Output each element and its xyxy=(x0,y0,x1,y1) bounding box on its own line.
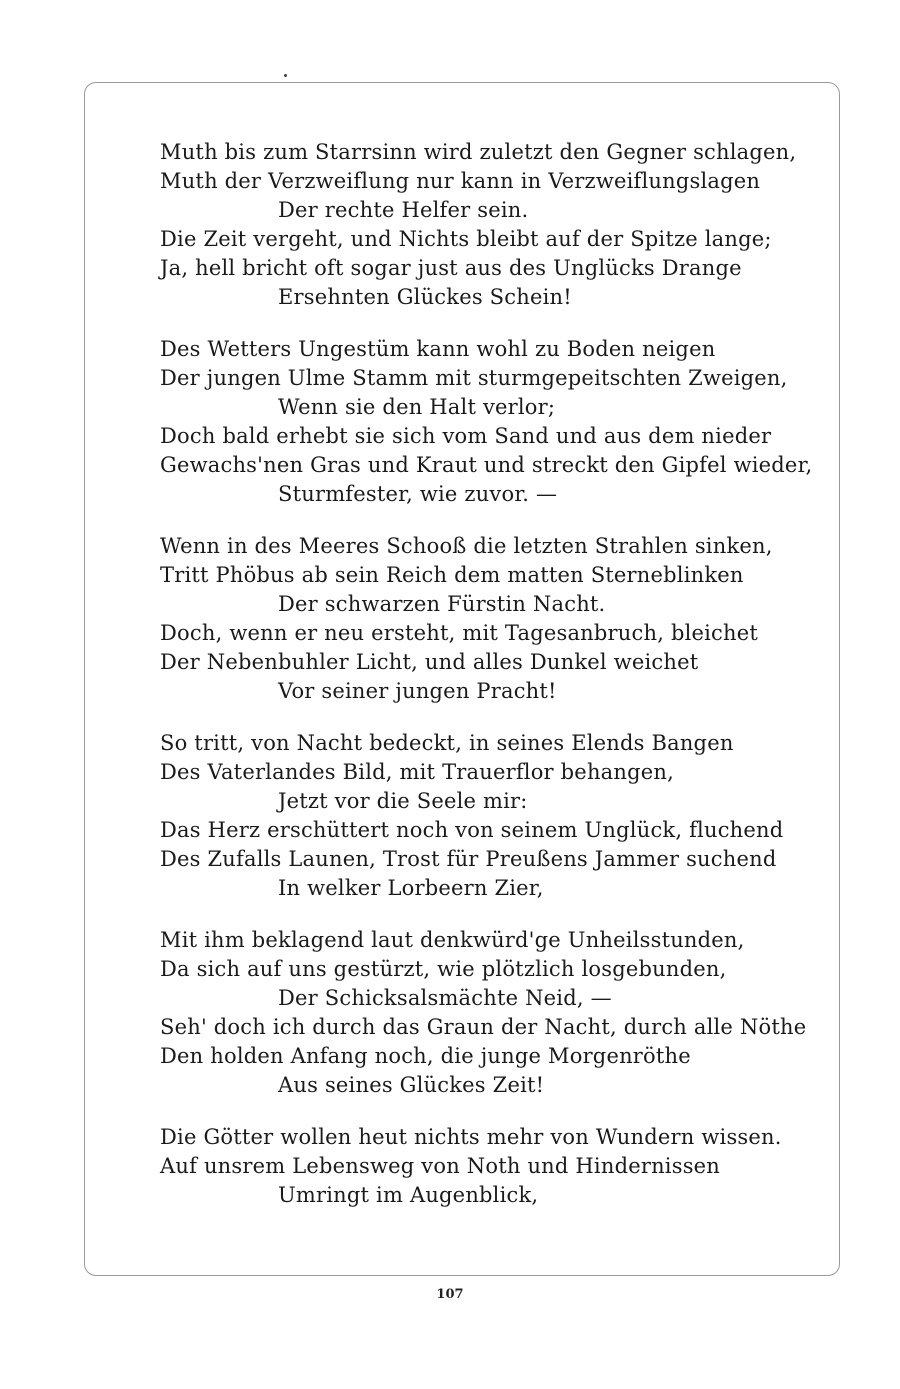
print-speck xyxy=(284,74,287,77)
poem-line-indented: Der schwarzen Fürstin Nacht. xyxy=(278,592,606,616)
stanza-1 xyxy=(160,138,800,312)
poem-line: Wenn in des Meeres Schooß die letzten Strahlen sinken, xyxy=(160,534,773,558)
poem-line: Doch bald erhebt sie sich vom Sand und aus dem nieder xyxy=(160,424,772,448)
poem-line-indented: Ersehnten Glückes Schein! xyxy=(278,285,572,309)
poem-line: Muth der Verzweiflung nur kann in Verzweiflungslagen xyxy=(160,169,761,193)
poem-line-indented: Sturmfester, wie zuvor. — xyxy=(278,482,558,506)
stanza-4 xyxy=(160,729,800,903)
poem-line: Das Herz erschüttert noch von seinem Unglück, fluchend xyxy=(160,818,784,842)
poem-line-indented: Der rechte Helfer sein. xyxy=(278,198,529,222)
poem-line: Den holden Anfang noch, die junge Morgenröthe xyxy=(160,1044,691,1068)
poem-line: Muth bis zum Starrsinn wird zuletzt den Gegner schlagen, xyxy=(160,140,797,164)
stanza-2 xyxy=(160,335,813,509)
poem-line: Des Vaterlandes Bild, mit Trauerflor behangen, xyxy=(160,760,674,784)
poem-line-indented: Umringt im Augenblick, xyxy=(278,1183,539,1207)
poem-line: Des Wetters Ungestüm kann wohl zu Boden neigen xyxy=(160,337,716,361)
poem-line: Da sich auf uns gestürzt, wie plötzlich losgebunden, xyxy=(160,957,727,981)
poem-line-indented: Wenn sie den Halt verlor; xyxy=(278,395,556,419)
poem-line: Auf unsrem Lebensweg von Noth und Hindernissen xyxy=(160,1154,721,1178)
poem-line-indented: Der Schicksalsmächte Neid, — xyxy=(278,986,612,1010)
stanza-6 xyxy=(160,1123,800,1210)
poem-line: Ja, hell bricht oft sogar just aus des Unglücks Drange xyxy=(160,256,742,280)
poem-line-indented: Jetzt vor die Seele mir: xyxy=(278,789,528,813)
stanza-5 xyxy=(160,926,807,1100)
poem-line: Doch, wenn er neu ersteht, mit Tagesanbruch, bleichet xyxy=(160,621,758,645)
poem-line: Der Nebenbuhler Licht, und alles Dunkel weichet xyxy=(160,650,699,674)
page-number: 107 xyxy=(436,1287,464,1302)
poem-line: Die Götter wollen heut nichts mehr von Wundern wissen. xyxy=(160,1125,782,1149)
poem-line-indented: Vor seiner jungen Pracht! xyxy=(278,679,557,703)
poem-line: So tritt, von Nacht bedeckt, in seines Elends Bangen xyxy=(160,731,734,755)
poem-line: Gewachs'nen Gras und Kraut und streckt den Gipfel wieder, xyxy=(160,453,813,477)
poem-line-indented: In welker Lorbeern Zier, xyxy=(278,876,544,900)
poem-body xyxy=(160,138,813,1233)
poem-line: Der jungen Ulme Stamm mit sturmgepeitschten Zweigen, xyxy=(160,366,788,390)
poem-line: Tritt Phöbus ab sein Reich dem matten Sterneblinken xyxy=(160,563,744,587)
poem-line: Mit ihm beklagend laut denkwürd'ge Unheilsstunden, xyxy=(160,928,745,952)
poem-line: Seh' doch ich durch das Graun der Nacht, durch alle Nöthe xyxy=(160,1015,807,1039)
poem-line: Die Zeit vergeht, und Nichts bleibt auf der Spitze lange; xyxy=(160,227,772,251)
stanza-3 xyxy=(160,532,800,706)
poem-line: Des Zufalls Launen, Trost für Preußens Jammer suchend xyxy=(160,847,777,871)
poem-line-indented: Aus seines Glückes Zeit! xyxy=(278,1073,545,1097)
